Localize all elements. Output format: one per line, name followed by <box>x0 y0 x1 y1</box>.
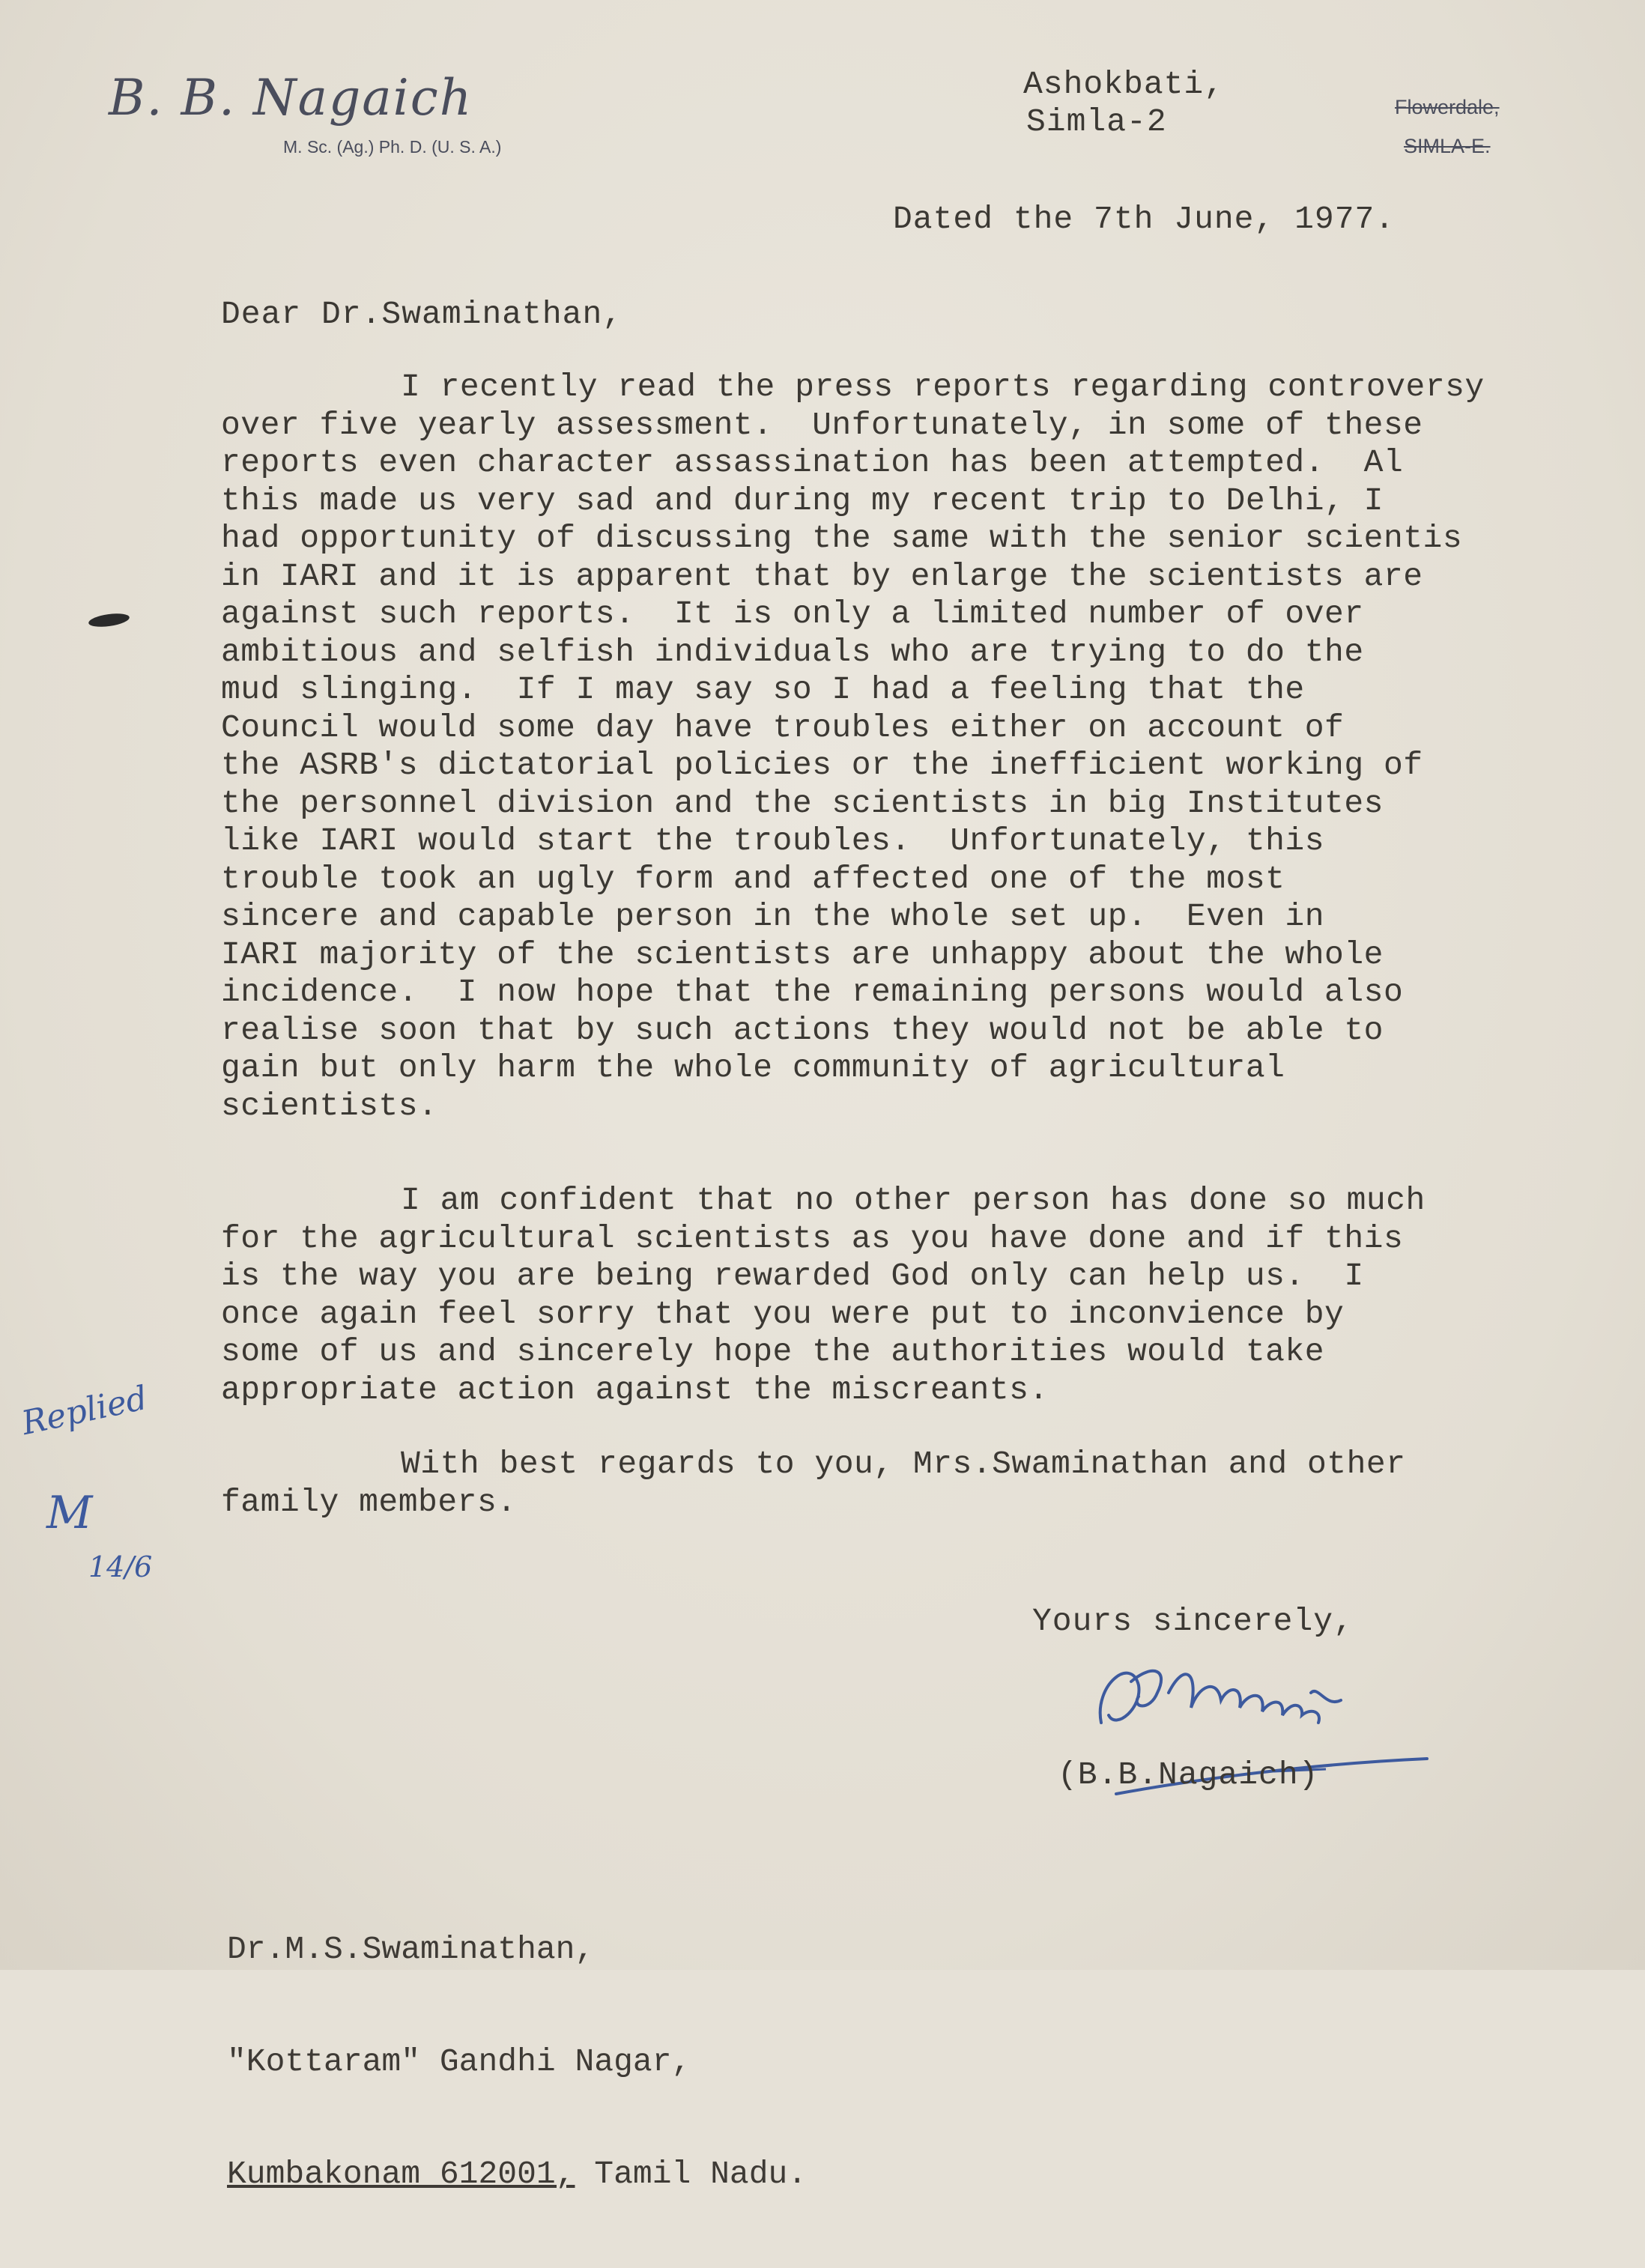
printed-address-line2: SIMLA-E. <box>1404 135 1491 157</box>
body-line-text: reports even character assassination has been attempted. Al <box>221 444 1404 481</box>
body-line <box>221 1484 1406 1522</box>
body-line-text: mud slinging. If I may say so I had a feeling that the <box>221 671 1305 708</box>
closing: Yours sincerely, <box>1032 1603 1354 1640</box>
body-line <box>221 369 1485 407</box>
body-line-text: against such reports. It is only a limited number of over <box>221 595 1364 632</box>
addressee-line1: Dr.M.S.Swaminathan, <box>227 1931 595 1968</box>
sender-address-line2: Simla-2 <box>1026 103 1167 140</box>
body-line <box>221 1012 1485 1050</box>
body-line-text: Council would some day have troubles either on account of <box>221 709 1345 746</box>
margin-note-date: 14/6 <box>88 1550 153 1583</box>
body-paragraph-1 <box>221 369 1485 1125</box>
body-line-text: the personnel division and the scientists in big Institutes <box>221 784 1384 822</box>
addressee-state: Tamil Nadu. <box>575 2156 808 2192</box>
body-line-text: family members. <box>221 1483 517 1520</box>
body-line <box>221 974 1485 1012</box>
letterhead-qualifications: M. Sc. (Ag.) Ph. D. (U. S. A.) <box>283 137 502 157</box>
body-paragraph-3 <box>221 1446 1406 1521</box>
body-line-text: trouble took an ugly form and affected one of the most <box>221 860 1285 897</box>
body-line <box>221 861 1485 899</box>
body-line-text: With best regards to you, Mrs.Swaminathan and other <box>401 1446 1406 1482</box>
body-line <box>221 1258 1426 1296</box>
body-line-text: gain but only harm the whole community of agricultural <box>221 1049 1285 1086</box>
body-line <box>221 407 1485 445</box>
body-line-text: this made us very sad and during my recent trip to Delhi, I <box>221 482 1384 519</box>
body-line <box>221 1371 1426 1410</box>
body-line <box>221 558 1485 596</box>
typed-signatory-name: (B.B.Nagaich) <box>1058 1756 1319 1793</box>
body-line-text: sincere and capable person in the whole set up. Even in <box>221 898 1325 935</box>
body-line-text: scientists. <box>221 1087 438 1124</box>
body-line <box>221 1182 1426 1220</box>
signature-image <box>1086 1640 1446 1820</box>
addressee-line2: "Kottaram" Gandhi Nagar, <box>227 2043 691 2080</box>
body-line-text: once again feel sorry that you were put to inconvience by <box>221 1295 1345 1332</box>
body-line <box>221 1049 1485 1088</box>
body-line-text: had opportunity of discussing the same with the senior scientis <box>221 520 1463 557</box>
addressee-line3 <box>227 2156 807 2193</box>
margin-note-initial: M <box>46 1487 93 1539</box>
body-line-text: some of us and sincerely hope the authorities would take <box>221 1333 1325 1370</box>
body-line-text: the ASRB's dictatorial policies or the inefficient working of <box>221 747 1423 783</box>
sender-address-line1: Ashokbati, <box>1023 66 1225 103</box>
body-line-text: over five yearly assessment. Unfortunately, in some of these <box>221 406 1423 443</box>
body-line <box>221 936 1485 974</box>
body-line-text: appropriate action against the miscreants. <box>221 1371 1049 1408</box>
body-line <box>221 898 1485 936</box>
body-line-text: incidence. I now hope that the remaining persons would also <box>221 974 1404 1010</box>
body-line <box>221 444 1485 482</box>
body-line <box>221 1446 1406 1484</box>
body-line <box>221 747 1485 785</box>
body-line <box>221 634 1485 672</box>
body-line <box>221 1088 1485 1126</box>
body-line-text: I recently read the press reports regarding controversy <box>401 369 1485 405</box>
body-line <box>221 671 1485 709</box>
body-line <box>221 1296 1426 1334</box>
margin-note-replied: Replied <box>18 1378 151 1443</box>
addressee-block <box>227 1856 807 2268</box>
body-line-text: ambitious and selfish individuals who are trying to do the <box>221 633 1364 670</box>
body-line-text: like IARI would start the troubles. Unfortunately, this <box>221 822 1325 859</box>
body-paragraph-2 <box>221 1182 1426 1409</box>
body-line <box>221 822 1485 861</box>
body-line <box>221 482 1485 521</box>
body-line <box>221 595 1485 634</box>
ink-blot <box>88 611 130 628</box>
body-line <box>221 785 1485 823</box>
body-line-text: IARI majority of the scientists are unhappy about the whole <box>221 936 1384 973</box>
body-line <box>221 520 1485 558</box>
body-line-text: in IARI and it is apparent that by enlarge the scientists are <box>221 557 1423 595</box>
letter-date: Dated the 7th June, 1977. <box>893 201 1396 237</box>
salutation: Dear Dr.Swaminathan, <box>221 296 623 333</box>
letterhead-name: B. B. Nagaich <box>109 69 473 127</box>
body-line-text: is the way you are being rewarded God only can help us. I <box>221 1258 1364 1294</box>
body-line-text: realise soon that by such actions they would not be able to <box>221 1011 1384 1049</box>
body-line <box>221 709 1485 748</box>
body-line-text: for the agricultural scientists as you have done and if this <box>221 1219 1404 1257</box>
printed-address-line1: Flowerdale, <box>1395 96 1500 118</box>
body-line <box>221 1333 1426 1371</box>
addressee-city-pin: Kumbakonam 612001, <box>227 2156 575 2192</box>
body-line <box>221 1220 1426 1258</box>
body-line-text: I am confident that no other person has done so much <box>401 1182 1426 1219</box>
